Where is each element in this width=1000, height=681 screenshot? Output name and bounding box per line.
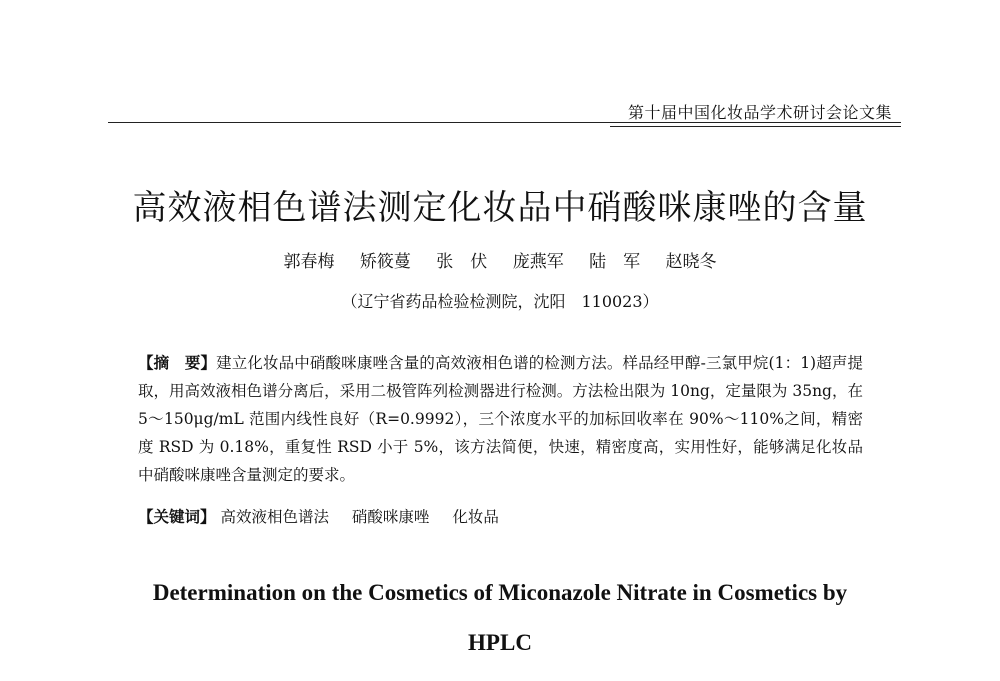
english-title-line: Determination on the Cosmetics of Miconazole Nitrate in Cosmetics by: [152, 580, 848, 605]
author-name: 赵晓冬: [665, 252, 717, 272]
keyword: 高效液相色谱法: [220, 508, 329, 526]
keywords-label: 【关键词】: [138, 508, 216, 526]
author-name: 庞燕军: [512, 252, 564, 272]
abstract-text: 建立化妆品中硝酸咪康唑含量的高效液相色谱的检测方法。样品经甲醇-三氯甲烷(1：1)超声提取，用高效液相色谱分离后，采用二极管阵列检测器进行检测。方法检出限为 10ng，定量限为 35ng，在 5～150μg/mL 范围内线性良好（R=0.9992），三个浓度水平的加标回收率在 90%～110%之间，精密度 RSD 为 0.18%，重复性 RSD 小于 5%，该方法简便，快速，精密度高，实用性好，能够满足化妆品中硝酸咪康唑含量测定的要求。: [138, 354, 863, 484]
running-header: 第十届中国化妆品学术研讨会论文集: [627, 103, 892, 122]
author-name: 矫筱蔓: [359, 252, 411, 272]
keyword: 化妆品: [452, 508, 499, 526]
english-title: [0, 568, 1000, 668]
header-rule: [108, 122, 901, 123]
author-name: 郭春梅: [283, 252, 335, 272]
author-list: [0, 247, 1000, 272]
author-name: 张 伏: [436, 252, 488, 272]
paper-title: 高效液相色谱法测定化妆品中硝酸咪康唑的含量: [132, 188, 868, 228]
header-rule-secondary: [610, 126, 901, 127]
abstract: [138, 349, 863, 489]
english-title-line: HPLC: [468, 630, 532, 655]
keyword: 硝酸咪康唑: [351, 508, 430, 526]
abstract-label: 【摘 要】: [138, 354, 217, 372]
author-name: 陆 军: [589, 252, 641, 272]
affiliation: （辽宁省药品检验检测院，沈阳 110023）: [341, 292, 659, 311]
keywords: [138, 503, 863, 531]
